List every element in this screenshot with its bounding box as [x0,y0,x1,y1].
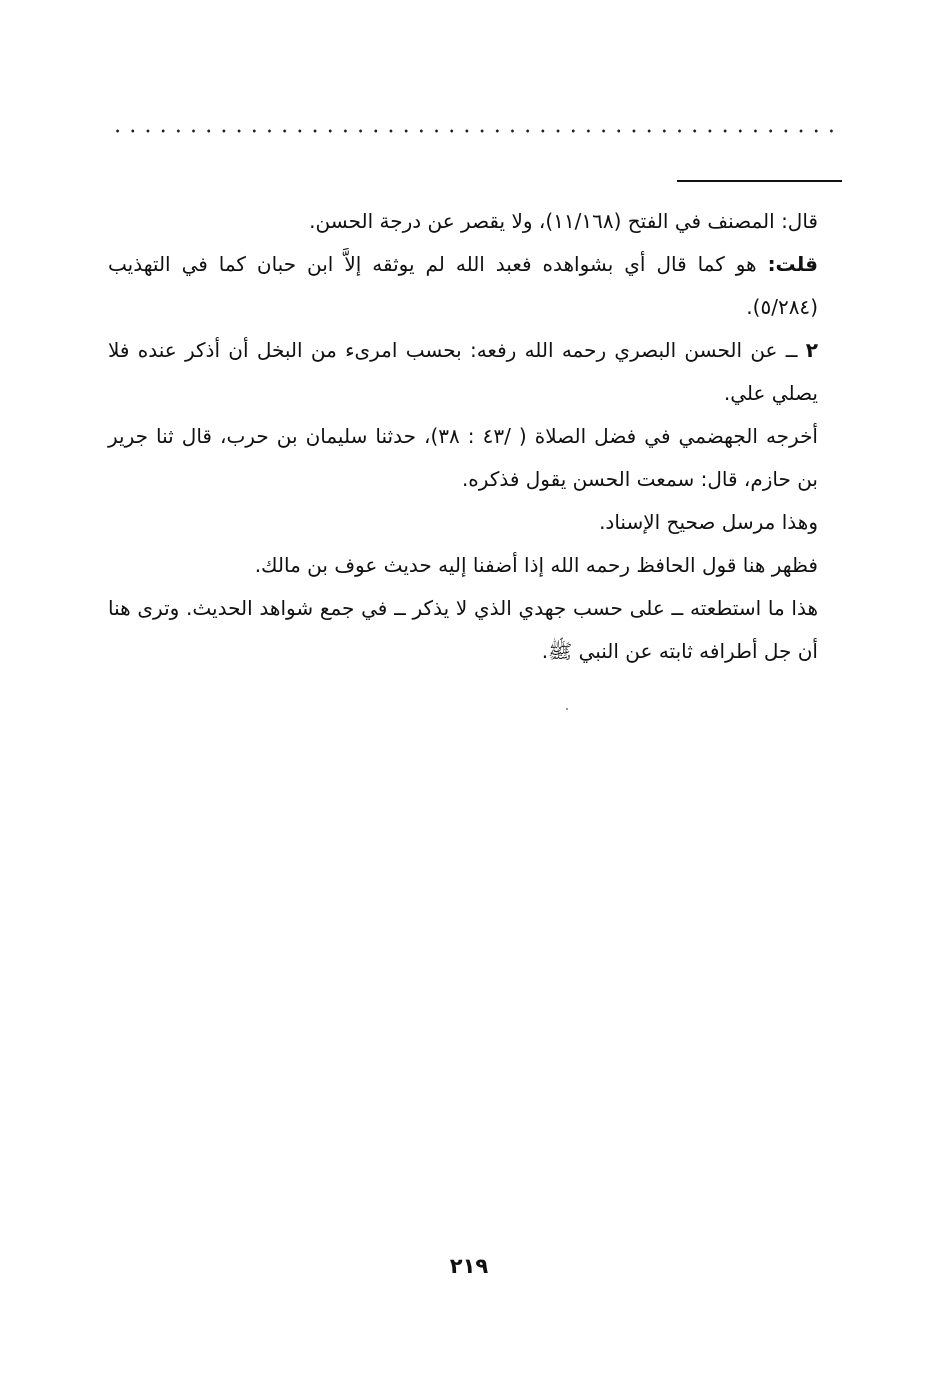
paragraph-2-text: هو كما قال أي بشواهده فعبد الله لم يوثقه إلاَّ ابن حبان كما في التهذيب (٥/٢٨٤). [108,252,818,319]
paragraph-7: هذا ما استطعته ــ على حسب جهدي الذي لا يذكر ــ في جمع شواهد الحديث. وترى هنا أن جل أطرافه ثابته عن النبي ﷺ. [108,596,818,663]
paragraph-6: فظهر هنا قول الحافظ رحمه الله إذا أضفنا إليه حديث عوف بن مالك. [254,553,818,577]
qultu-label: قلت: [767,252,818,276]
scan-speck [566,708,568,710]
paragraph-1: قال: المصنف في الفتح (١١/١٦٨)، ولا يقصر عن درجة الحسن. [309,209,818,233]
paragraph-3 [108,329,842,415]
dotted-header-rule [110,126,842,136]
paragraph-2 [108,243,842,329]
page-number: ٢١٩ [449,1254,489,1278]
paragraph-3-text: ــ عن الحسن البصري رحمه الله رفعه: بحسب امرىء من البخل أن أذكر عنده فلا يصلي علي. [108,338,818,405]
paragraph-4: أخرجه الجهضمي في فضل الصلاة ( /٤٣ : ٣٨)، حدثنا سليمان بن حرب، قال ثنا جرير بن حازم، قال: سمعت الحسن يقول فذكره. [108,424,818,491]
footnote-text [108,200,842,673]
footnote-separator [677,180,842,182]
paragraph-5: وهذا مرسل صحيح الإسناد. [599,510,818,534]
item-number: ٢ [805,338,818,362]
